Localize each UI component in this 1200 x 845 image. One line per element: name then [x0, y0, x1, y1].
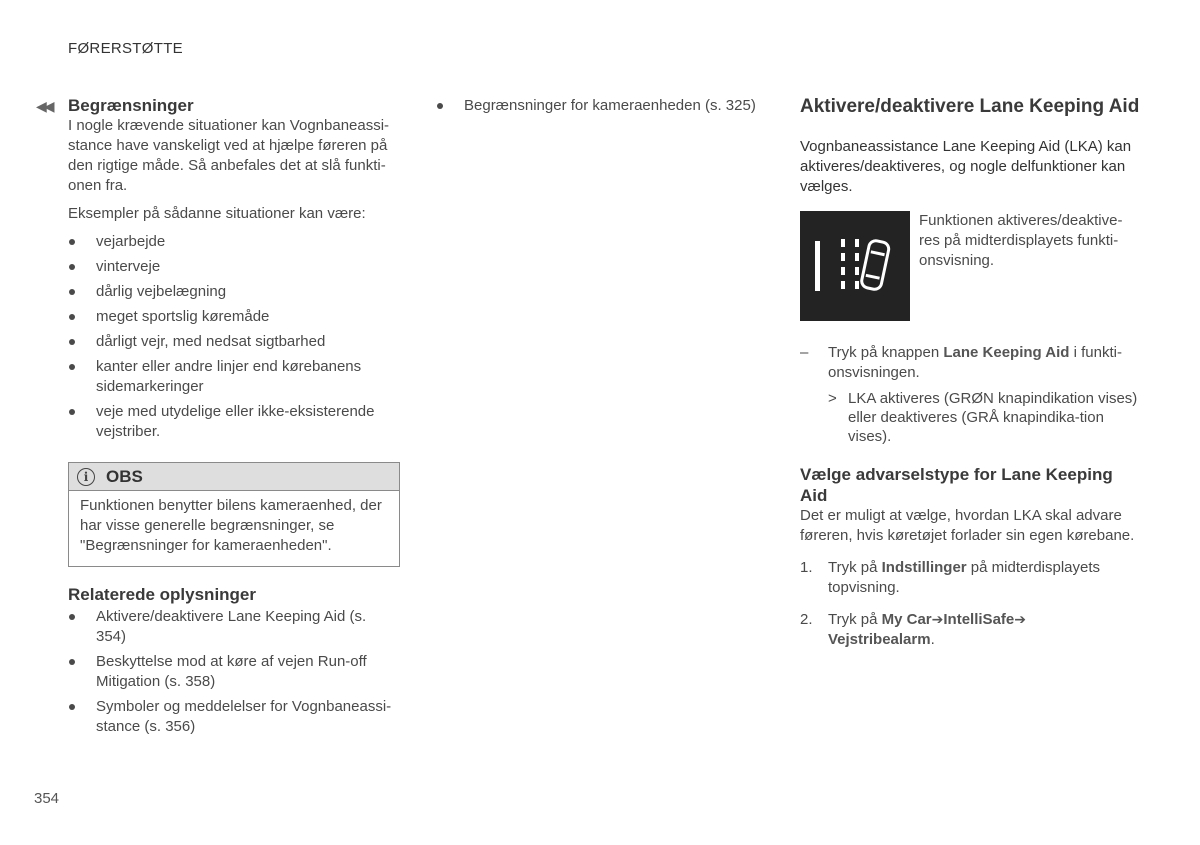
bullet-icon [69, 264, 75, 270]
limitations-column [36, 96, 400, 742]
bullet-icon [69, 409, 75, 415]
list-item: kanter eller andre linjer end kørebanens sidemarkeringer [68, 357, 400, 397]
related-heading: Relaterede oplysninger [68, 585, 257, 604]
activate-step: – Tryk på knappen Lane Keeping Aid i funkti-onsvisningen. [800, 344, 1122, 381]
lka-column [800, 96, 1140, 650]
examples-intro: Eksempler på sådanne situationer kan være: [68, 205, 366, 222]
arrow-right-icon: ➔ [931, 612, 944, 628]
page-number: 354 [34, 790, 60, 807]
list-item: vinterveje [68, 257, 400, 277]
related-list-continued [436, 96, 766, 116]
figure-text: Funktionen aktiveres/deaktive-res på midterdisplayets funkti-onsvisning. [919, 212, 1123, 269]
info-icon: i [77, 468, 95, 486]
obs-header [69, 463, 399, 491]
warning-type-heading: Vælge advarselstype for Lane Keeping Aid [800, 465, 1113, 505]
list-item: vejarbejde [68, 232, 400, 252]
related-continuation-column [436, 96, 766, 121]
list-item: dårligt vejr, med nedsat sigtbarhed [68, 332, 400, 352]
numbered-step: 2. Tryk på My Car➔IntelliSafe➔ Vejstribealarm. [800, 611, 1026, 648]
related-link[interactable]: Begrænsninger for kameraenheden (s. 325) [436, 96, 766, 116]
arrow-right-icon: ➔ [1014, 612, 1026, 628]
lane-keeping-aid-icon [800, 211, 910, 321]
obs-text: Funktionen benytter bilens kameraenhed, der har visse generelle begrænsninger, se "Begrænsninger for kameraenheden". [80, 497, 382, 554]
bullet-icon [69, 364, 75, 370]
bullet-icon [69, 704, 75, 710]
lka-figure [800, 211, 1140, 323]
list-item: dårlig vejbelægning [68, 282, 400, 302]
lane-keeping-aid-button-ref: Lane Keeping Aid [943, 344, 1070, 361]
related-list [68, 607, 400, 737]
limitations-text: I nogle krævende situationer kan Vognbaneassi-stance have vanskeligt ved at hjælpe føreren på den rigtige måde. Så anbefales det at slå funkti-onen fra. [68, 117, 390, 194]
list-item: meget sportslig køremåde [68, 307, 400, 327]
limitations-heading: Begrænsninger [68, 96, 194, 115]
bullet-icon [69, 239, 75, 245]
related-link[interactable]: Symboler og meddelelser for Vognbaneassi-stance (s. 356) [68, 697, 400, 737]
section-header: FØRERSTØTTE [68, 40, 183, 57]
obs-title: OBS [106, 466, 143, 486]
bullet-icon [69, 614, 75, 620]
lka-title: Aktivere/deaktivere Lane Keeping Aid [800, 96, 1140, 117]
list-item: veje med utydelige eller ikke-eksisterende vejstriber. [68, 402, 400, 442]
obs-note-box [68, 462, 400, 567]
examples-list [68, 232, 400, 442]
lka-intro: Vognbaneassistance Lane Keeping Aid (LKA) kan aktiveres/deaktiveres, og nogle delfunktioner kan vælges. [800, 138, 1132, 195]
related-link[interactable]: Beskyttelse mod at køre af vejen Run-off Mitigation (s. 358) [68, 652, 400, 692]
related-link[interactable]: Aktivere/deaktivere Lane Keeping Aid (s. 354) [68, 607, 400, 647]
double-chevron-left-icon: ◀◀ [36, 98, 52, 114]
bullet-icon [69, 314, 75, 320]
warning-type-text: Det er muligt at vælge, hvordan LKA skal advare føreren, hvis køretøjet forlader sin egen kørebane. [800, 507, 1135, 544]
bullet-icon [69, 659, 75, 665]
bullet-icon [437, 103, 443, 109]
numbered-step: 1. Tryk på Indstillinger på midterdisplayets topvisning. [800, 559, 1101, 596]
bullet-icon [69, 339, 75, 345]
activate-result: > LKA aktiveres (GRØN knapindikation vises) eller deaktiveres (GRÅ knapindika-tion vises). [828, 390, 1138, 445]
bullet-icon [69, 289, 75, 295]
